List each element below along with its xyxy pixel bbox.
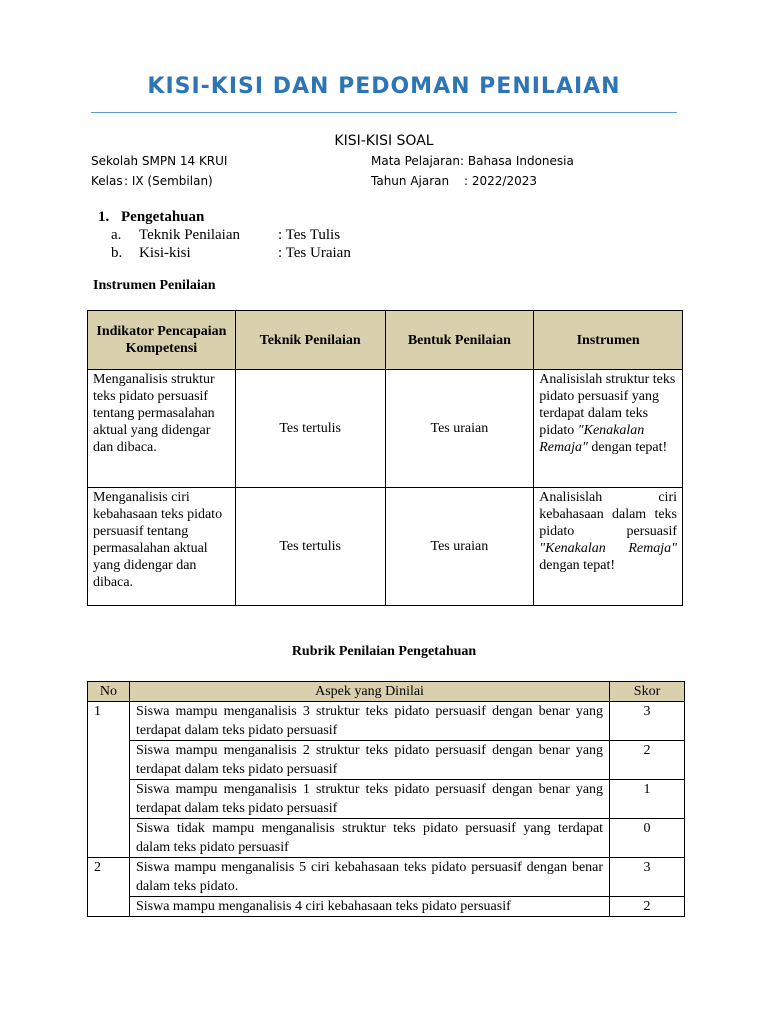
score-cell: 3 <box>610 702 685 741</box>
instrument-cell <box>534 370 683 488</box>
aspect-cell: Siswa mampu menganalisis 2 struktur teks pidato persuasif dengan benar yang terdapat dalam teks pidato persuasif <box>129 741 609 780</box>
item-label: Kisi-kisi <box>139 245 191 261</box>
column-header: Bentuk Penilaian <box>385 311 534 370</box>
class-label: Kelas <box>91 174 123 188</box>
subject-value: : Bahasa Indonesia <box>460 154 574 168</box>
table-row <box>88 819 685 858</box>
school-value: : SMPN 14 KRUI <box>134 154 228 168</box>
table-row <box>88 858 685 897</box>
column-header: Skor <box>610 682 685 702</box>
technique-cell: Tes tertulis <box>235 370 385 488</box>
item-marker: a. <box>111 227 122 243</box>
aspect-cell: Siswa mampu menganalisis 1 struktur teks pidato persuasif dengan benar yang terdapat dalam teks pidato persuasif <box>129 780 609 819</box>
year-value: : 2022/2023 <box>464 174 537 188</box>
instrument-table <box>87 310 683 606</box>
section-heading: Pengetahuan <box>121 209 205 225</box>
year-label: Tahun Ajaran <box>371 174 450 188</box>
form-cell: Tes uraian <box>385 488 534 606</box>
table-row <box>88 488 683 606</box>
indicator-cell: Menganalisis struktur teks pidato persuasif tentang permasalahan aktual yang didengar dan dibaca. <box>88 370 236 488</box>
item-marker: b. <box>111 245 123 261</box>
item-label: Teknik Penilaian <box>139 227 241 243</box>
table-row <box>88 780 685 819</box>
instrument-text: dengan tepat! <box>539 558 616 573</box>
section-number: 1. <box>98 209 110 225</box>
number-cell: 2 <box>88 858 130 917</box>
table-header-row <box>88 311 683 370</box>
number-cell: 1 <box>88 702 130 858</box>
aspect-cell: Siswa tidak mampu menganalisis struktur teks pidato persuasif yang terdapat dalam teks pidato persuasif <box>129 819 609 858</box>
table-header-row <box>88 682 685 702</box>
indicator-cell: Menganalisis ciri kebahasaan teks pidato persuasif tentang permasalahan aktual yang didengar dan dibaca. <box>88 488 236 606</box>
title-divider <box>91 112 677 113</box>
column-header: Aspek yang Dinilai <box>129 682 609 702</box>
table-row <box>88 702 685 741</box>
subject-label: Mata Pelajaran <box>371 154 461 168</box>
school-label: Sekolah <box>91 154 139 168</box>
form-cell: Tes uraian <box>385 370 534 488</box>
score-cell: 0 <box>610 819 685 858</box>
instrument-text: Analisislah ciri kebahasaan dalam teks pidato persuasif <box>539 490 677 539</box>
item-value: : Tes Uraian <box>278 245 351 261</box>
table-row <box>88 370 683 488</box>
column-header: Teknik Penilaian <box>235 311 385 370</box>
document-subtitle: KISI-KISI SOAL <box>334 133 434 149</box>
technique-cell: Tes tertulis <box>235 488 385 606</box>
instrument-text: dengan tepat! <box>591 440 668 455</box>
aspect-cell: Siswa mampu menganalisis 5 ciri kebahasaan teks pidato persuasif dengan benar dalam teks pidato. <box>129 858 609 897</box>
score-cell: 2 <box>610 741 685 780</box>
instrument-title: "Kenakalan Remaja" <box>539 541 677 556</box>
score-cell: 3 <box>610 858 685 897</box>
column-header: No <box>88 682 130 702</box>
aspect-cell: Siswa mampu menganalisis 4 ciri kebahasaan teks pidato persuasif <box>129 897 609 917</box>
instrument-cell <box>534 488 683 606</box>
column-header: Instrumen <box>534 311 683 370</box>
table-row <box>88 741 685 780</box>
score-cell: 1 <box>610 780 685 819</box>
document-title: KISI-KISI DAN PEDOMAN PENILAIAN <box>147 74 621 99</box>
rubric-table <box>87 681 685 917</box>
item-value: : Tes Tulis <box>278 227 341 243</box>
rubric-title: Rubrik Penilaian Pengetahuan <box>291 644 477 659</box>
class-value: : IX (Sembilan) <box>124 174 213 188</box>
score-cell: 2 <box>610 897 685 917</box>
aspect-cell: Siswa mampu menganalisis 3 struktur teks pidato persuasif dengan benar yang terdapat dalam teks pidato persuasif <box>129 702 609 741</box>
instrument-title: "Kenakalan Remaja" <box>539 423 645 455</box>
table-row <box>88 897 685 917</box>
instrument-heading: Instrumen Penilaian <box>93 278 216 293</box>
instrument-text: Analisislah struktur teks pidato persuasif yang terdapat dalam teks pidato <box>539 372 676 438</box>
column-header: Indikator Pencapaian Kompetensi <box>88 311 236 370</box>
